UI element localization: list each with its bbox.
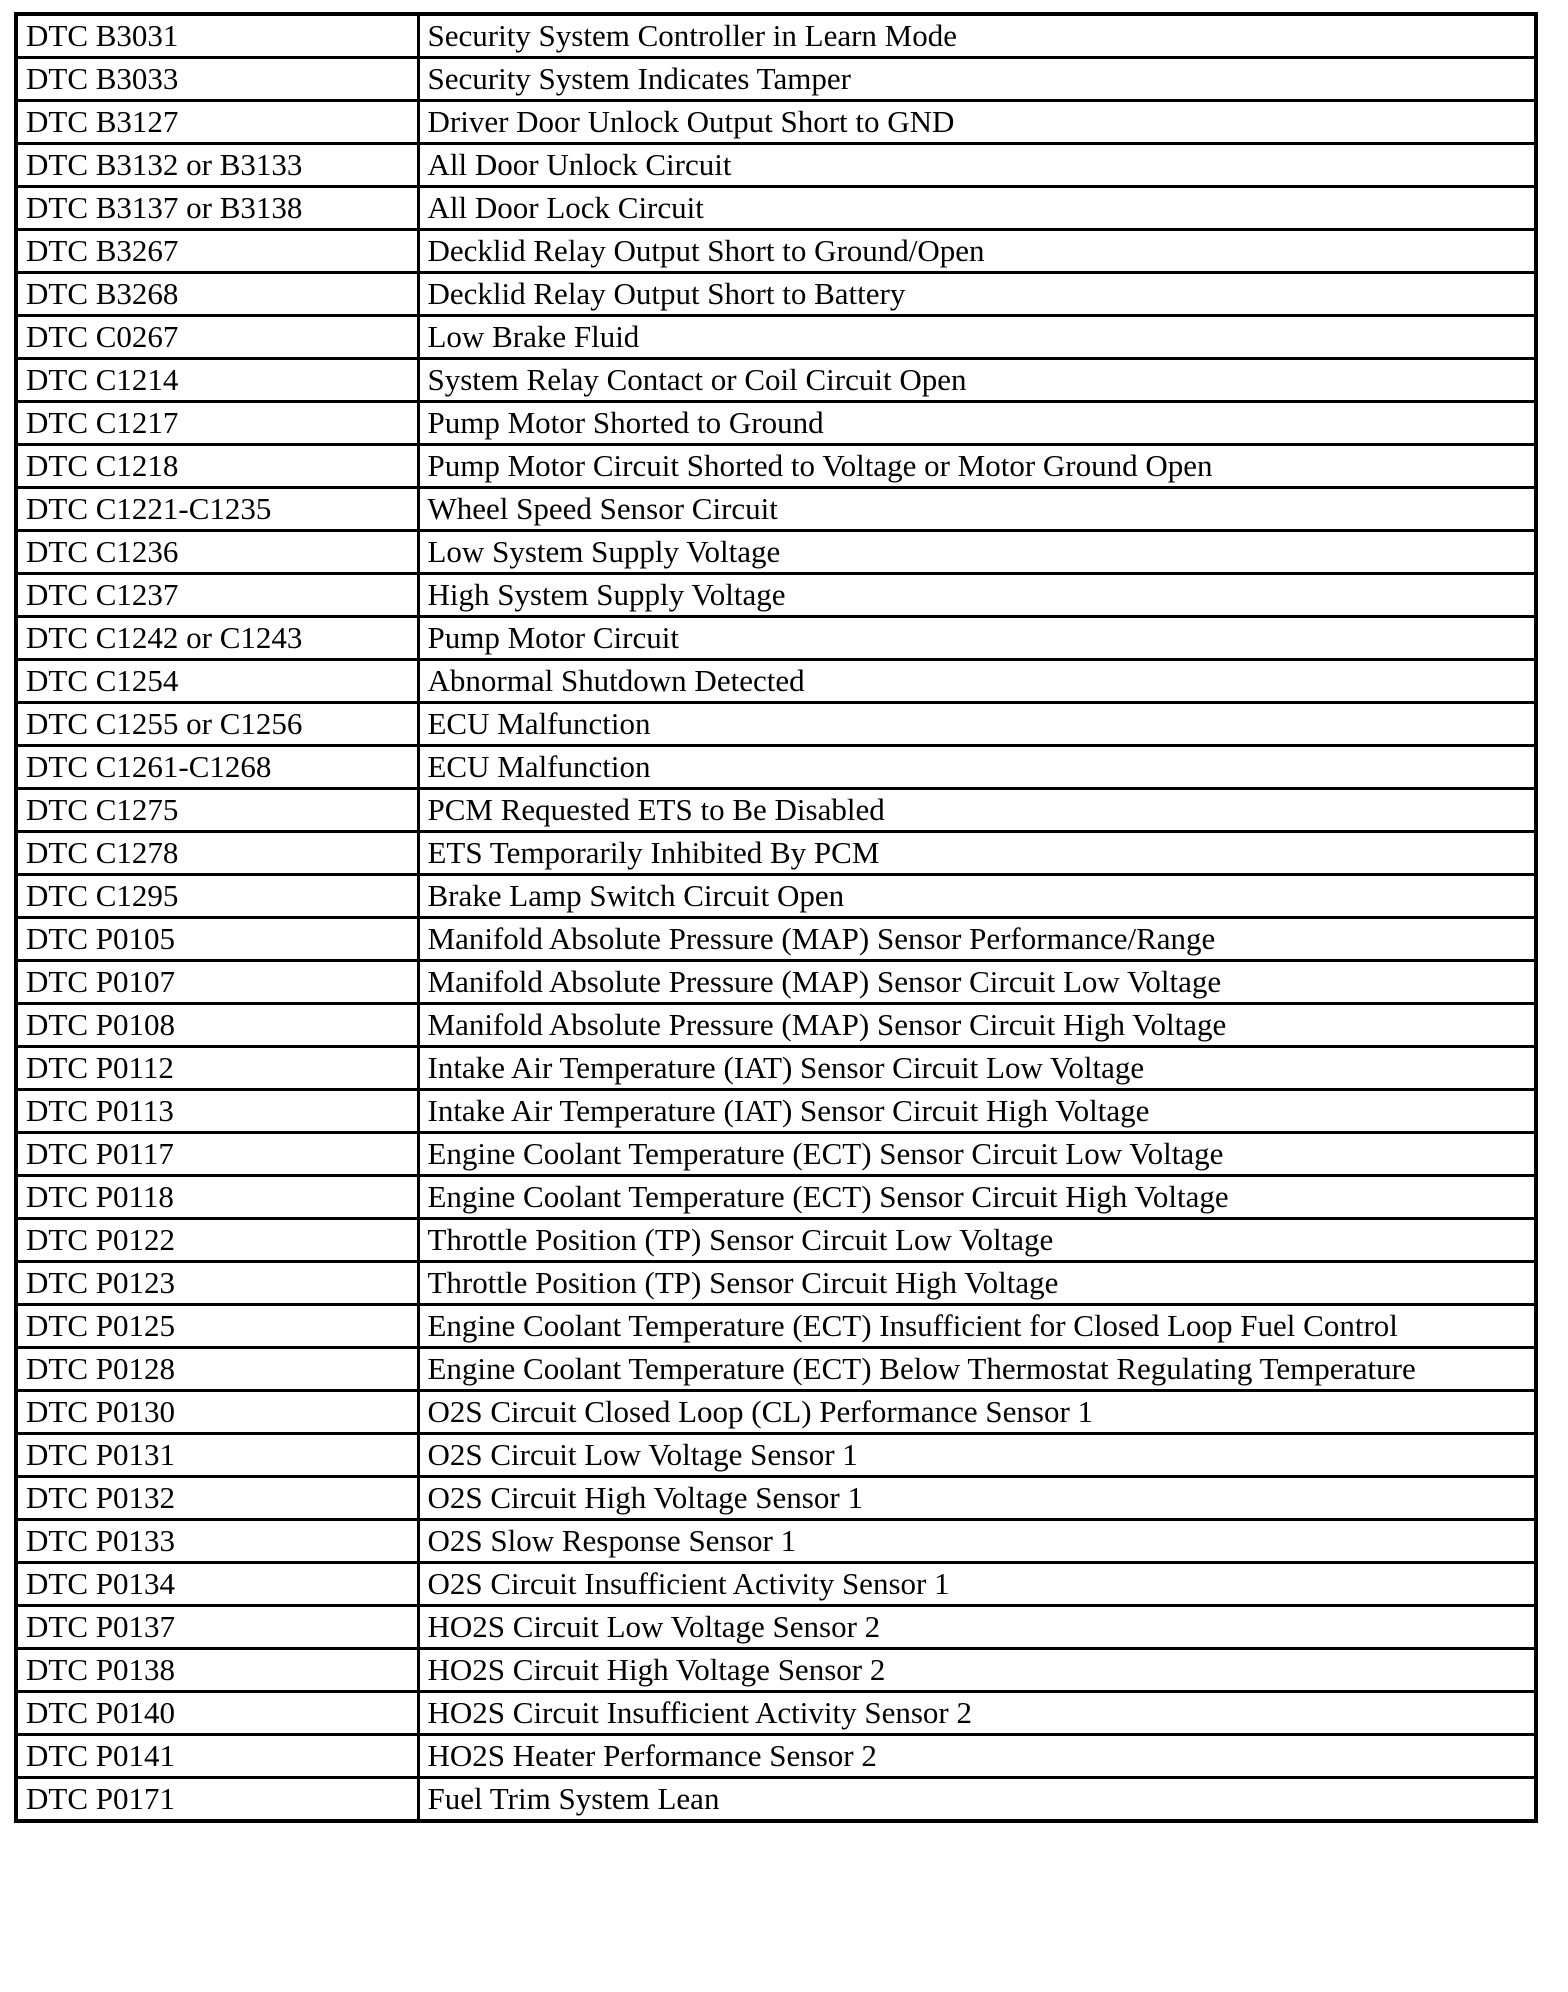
dtc-code-cell: DTC C1278 — [16, 832, 418, 875]
table-row — [16, 918, 1536, 961]
table-row — [16, 531, 1536, 574]
dtc-description-cell: HO2S Circuit Insufficient Activity Sensor 2 — [418, 1692, 1536, 1735]
dtc-description-cell: O2S Circuit Closed Loop (CL) Performance Sensor 1 — [418, 1391, 1536, 1434]
dtc-description-cell: ECU Malfunction — [418, 746, 1536, 789]
dtc-code-cell: DTC C1237 — [16, 574, 418, 617]
dtc-description-cell: HO2S Circuit Low Voltage Sensor 2 — [418, 1606, 1536, 1649]
dtc-code-cell: DTC B3137 or B3138 — [16, 187, 418, 230]
table-row — [16, 660, 1536, 703]
dtc-table-body — [16, 14, 1536, 1821]
dtc-description-cell: Throttle Position (TP) Sensor Circuit High Voltage — [418, 1262, 1536, 1305]
dtc-code-cell: DTC P0131 — [16, 1434, 418, 1477]
dtc-description-cell: Manifold Absolute Pressure (MAP) Sensor Circuit Low Voltage — [418, 961, 1536, 1004]
table-row — [16, 1262, 1536, 1305]
dtc-description-cell: Driver Door Unlock Output Short to GND — [418, 101, 1536, 144]
dtc-code-cell: DTC C1261-C1268 — [16, 746, 418, 789]
dtc-description-cell: High System Supply Voltage — [418, 574, 1536, 617]
dtc-code-cell: DTC P0113 — [16, 1090, 418, 1133]
table-row — [16, 1219, 1536, 1262]
table-row — [16, 1692, 1536, 1735]
dtc-code-cell: DTC C1255 or C1256 — [16, 703, 418, 746]
dtc-code-cell: DTC P0137 — [16, 1606, 418, 1649]
dtc-description-cell: Manifold Absolute Pressure (MAP) Sensor Performance/Range — [418, 918, 1536, 961]
dtc-code-cell: DTC B3132 or B3133 — [16, 144, 418, 187]
dtc-code-cell: DTC P0171 — [16, 1778, 418, 1822]
table-row — [16, 1735, 1536, 1778]
dtc-code-cell: DTC P0141 — [16, 1735, 418, 1778]
dtc-code-cell: DTC P0123 — [16, 1262, 418, 1305]
table-row — [16, 488, 1536, 531]
table-row — [16, 703, 1536, 746]
dtc-code-cell: DTC P0134 — [16, 1563, 418, 1606]
dtc-code-cell: DTC C1275 — [16, 789, 418, 832]
dtc-description-cell: O2S Circuit Low Voltage Sensor 1 — [418, 1434, 1536, 1477]
dtc-code-cell: DTC P0125 — [16, 1305, 418, 1348]
table-row — [16, 445, 1536, 488]
table-row — [16, 1305, 1536, 1348]
dtc-code-cell: DTC P0108 — [16, 1004, 418, 1047]
dtc-code-cell: DTC P0118 — [16, 1176, 418, 1219]
dtc-code-cell: DTC P0133 — [16, 1520, 418, 1563]
table-row — [16, 574, 1536, 617]
dtc-description-cell: ETS Temporarily Inhibited By PCM — [418, 832, 1536, 875]
dtc-code-cell: DTC P0117 — [16, 1133, 418, 1176]
table-row — [16, 1778, 1536, 1822]
table-row — [16, 1606, 1536, 1649]
dtc-code-cell: DTC C1221-C1235 — [16, 488, 418, 531]
dtc-code-cell: DTC P0132 — [16, 1477, 418, 1520]
table-row — [16, 1563, 1536, 1606]
dtc-code-cell: DTC C1236 — [16, 531, 418, 574]
dtc-table — [14, 12, 1538, 1823]
dtc-description-cell: Manifold Absolute Pressure (MAP) Sensor Circuit High Voltage — [418, 1004, 1536, 1047]
table-row — [16, 230, 1536, 273]
dtc-code-cell: DTC P0128 — [16, 1348, 418, 1391]
dtc-description-cell: Engine Coolant Temperature (ECT) Below Thermostat Regulating Temperature — [418, 1348, 1536, 1391]
dtc-description-cell: O2S Circuit Insufficient Activity Sensor 1 — [418, 1563, 1536, 1606]
dtc-description-cell: Security System Controller in Learn Mode — [418, 14, 1536, 58]
table-row — [16, 14, 1536, 58]
dtc-code-cell: DTC C0267 — [16, 316, 418, 359]
table-row — [16, 144, 1536, 187]
dtc-code-cell: DTC B3033 — [16, 58, 418, 101]
dtc-code-cell: DTC P0107 — [16, 961, 418, 1004]
dtc-description-cell: Engine Coolant Temperature (ECT) Sensor Circuit High Voltage — [418, 1176, 1536, 1219]
dtc-description-cell: Low Brake Fluid — [418, 316, 1536, 359]
dtc-code-cell: DTC C1254 — [16, 660, 418, 703]
dtc-description-cell: HO2S Circuit High Voltage Sensor 2 — [418, 1649, 1536, 1692]
dtc-code-cell: DTC C1214 — [16, 359, 418, 402]
dtc-description-cell: All Door Unlock Circuit — [418, 144, 1536, 187]
table-row — [16, 875, 1536, 918]
table-row — [16, 789, 1536, 832]
dtc-code-cell: DTC C1218 — [16, 445, 418, 488]
table-row — [16, 101, 1536, 144]
table-row — [16, 617, 1536, 660]
dtc-description-cell: HO2S Heater Performance Sensor 2 — [418, 1735, 1536, 1778]
dtc-description-cell: Pump Motor Circuit — [418, 617, 1536, 660]
dtc-description-cell: Brake Lamp Switch Circuit Open — [418, 875, 1536, 918]
dtc-description-cell: Intake Air Temperature (IAT) Sensor Circuit High Voltage — [418, 1090, 1536, 1133]
dtc-code-cell: DTC B3127 — [16, 101, 418, 144]
dtc-description-cell: All Door Lock Circuit — [418, 187, 1536, 230]
table-row — [16, 1477, 1536, 1520]
table-row — [16, 1090, 1536, 1133]
table-row — [16, 1133, 1536, 1176]
table-row — [16, 1004, 1536, 1047]
dtc-code-cell: DTC C1242 or C1243 — [16, 617, 418, 660]
table-row — [16, 316, 1536, 359]
dtc-description-cell: O2S Slow Response Sensor 1 — [418, 1520, 1536, 1563]
dtc-description-cell: Engine Coolant Temperature (ECT) Sensor Circuit Low Voltage — [418, 1133, 1536, 1176]
dtc-code-cell: DTC P0138 — [16, 1649, 418, 1692]
dtc-code-cell: DTC P0112 — [16, 1047, 418, 1090]
table-row — [16, 1649, 1536, 1692]
table-row — [16, 273, 1536, 316]
table-row — [16, 746, 1536, 789]
dtc-code-cell: DTC P0122 — [16, 1219, 418, 1262]
dtc-code-cell: DTC B3268 — [16, 273, 418, 316]
dtc-description-cell: Pump Motor Shorted to Ground — [418, 402, 1536, 445]
dtc-description-cell: Throttle Position (TP) Sensor Circuit Low Voltage — [418, 1219, 1536, 1262]
table-row — [16, 187, 1536, 230]
dtc-description-cell: Low System Supply Voltage — [418, 531, 1536, 574]
table-row — [16, 1047, 1536, 1090]
dtc-code-cell: DTC P0140 — [16, 1692, 418, 1735]
dtc-code-cell: DTC P0130 — [16, 1391, 418, 1434]
dtc-code-cell: DTC B3031 — [16, 14, 418, 58]
dtc-description-cell: Fuel Trim System Lean — [418, 1778, 1536, 1822]
dtc-description-cell: Decklid Relay Output Short to Ground/Open — [418, 230, 1536, 273]
dtc-code-cell: DTC B3267 — [16, 230, 418, 273]
table-row — [16, 1391, 1536, 1434]
table-row — [16, 1520, 1536, 1563]
dtc-code-cell: DTC P0105 — [16, 918, 418, 961]
dtc-description-cell: PCM Requested ETS to Be Disabled — [418, 789, 1536, 832]
table-row — [16, 1176, 1536, 1219]
dtc-description-cell: Security System Indicates Tamper — [418, 58, 1536, 101]
dtc-description-cell: Decklid Relay Output Short to Battery — [418, 273, 1536, 316]
table-row — [16, 1434, 1536, 1477]
table-row — [16, 58, 1536, 101]
dtc-description-cell: Intake Air Temperature (IAT) Sensor Circuit Low Voltage — [418, 1047, 1536, 1090]
table-row — [16, 359, 1536, 402]
dtc-description-cell: ECU Malfunction — [418, 703, 1536, 746]
table-row — [16, 1348, 1536, 1391]
dtc-description-cell: Abnormal Shutdown Detected — [418, 660, 1536, 703]
dtc-code-cell: DTC C1295 — [16, 875, 418, 918]
table-row — [16, 832, 1536, 875]
dtc-description-cell: Wheel Speed Sensor Circuit — [418, 488, 1536, 531]
dtc-code-cell: DTC C1217 — [16, 402, 418, 445]
table-row — [16, 961, 1536, 1004]
dtc-description-cell: Pump Motor Circuit Shorted to Voltage or Motor Ground Open — [418, 445, 1536, 488]
dtc-description-cell: System Relay Contact or Coil Circuit Open — [418, 359, 1536, 402]
dtc-description-cell: O2S Circuit High Voltage Sensor 1 — [418, 1477, 1536, 1520]
table-row — [16, 402, 1536, 445]
dtc-description-cell: Engine Coolant Temperature (ECT) Insufficient for Closed Loop Fuel Control — [418, 1305, 1536, 1348]
